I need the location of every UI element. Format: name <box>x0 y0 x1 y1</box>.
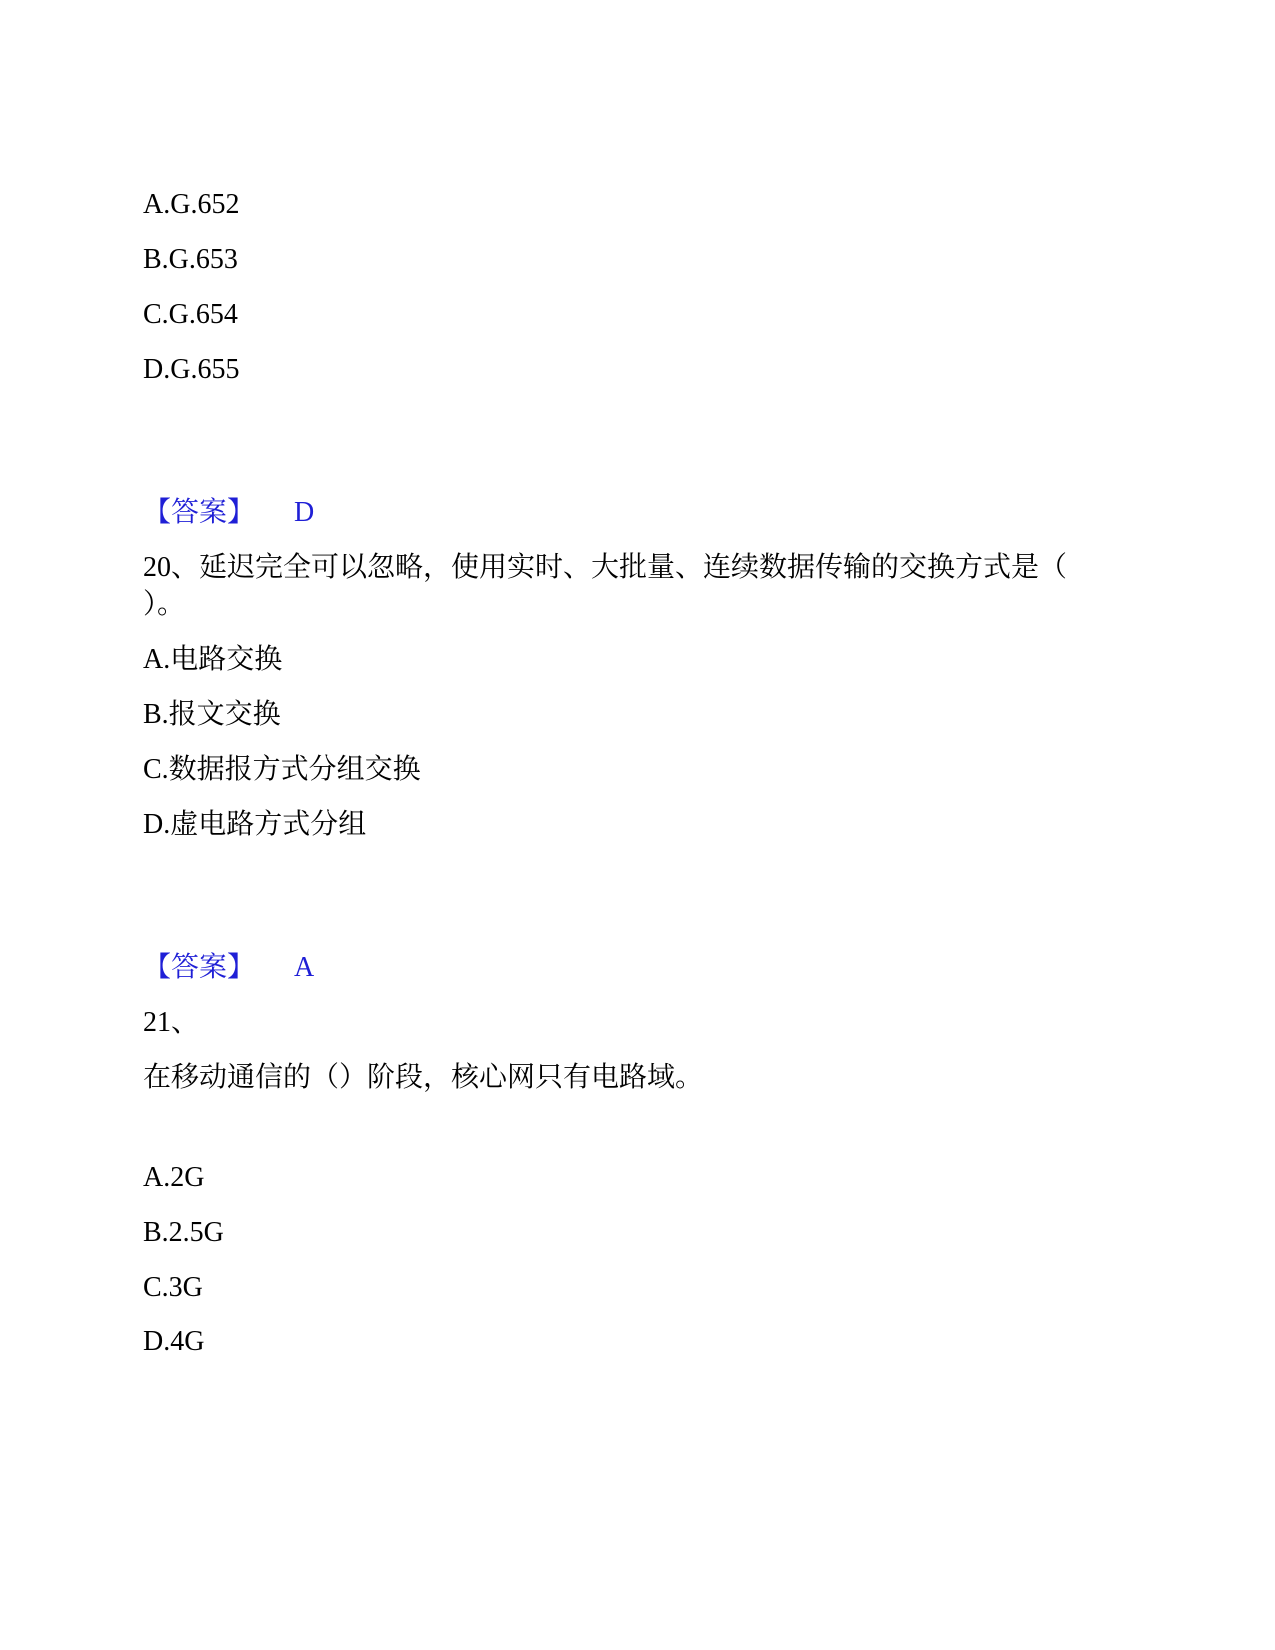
q20-option-a: A.电路交换 <box>143 644 283 675</box>
q20-stem-line-1: 20、延迟完全可以忽略，使用实时、大批量、连续数据传输的交换方式是（ <box>143 552 1068 583</box>
q21-option-a: A.2G <box>143 1162 205 1193</box>
q19-answer-label: 【答案】 <box>143 497 256 528</box>
q21-option-d: D.4G <box>143 1326 205 1357</box>
q21-option-b: B.2.5G <box>143 1217 224 1248</box>
q20-answer-label: 【答案】 <box>143 952 256 983</box>
q21-stem: 在移动通信的（）阶段，核心网只有电路域。 <box>143 1062 704 1093</box>
q20-stem-line-2: ）。 <box>143 589 186 620</box>
q19-option-b: B.G.653 <box>143 244 238 275</box>
q19-option-d: D.G.655 <box>143 354 240 385</box>
q19-option-a: A.G.652 <box>143 189 240 220</box>
q20-option-b: B.报文交换 <box>143 699 281 730</box>
q20-answer-value: A <box>294 952 315 983</box>
q21-option-c: C.3G <box>143 1272 203 1303</box>
q20-option-c: C.数据报方式分组交换 <box>143 754 421 785</box>
q19-option-c: C.G.654 <box>143 299 238 330</box>
q21-number: 21、 <box>143 1007 200 1038</box>
q19-answer-value: D <box>294 497 315 528</box>
q20-option-d: D.虚电路方式分组 <box>143 809 367 840</box>
